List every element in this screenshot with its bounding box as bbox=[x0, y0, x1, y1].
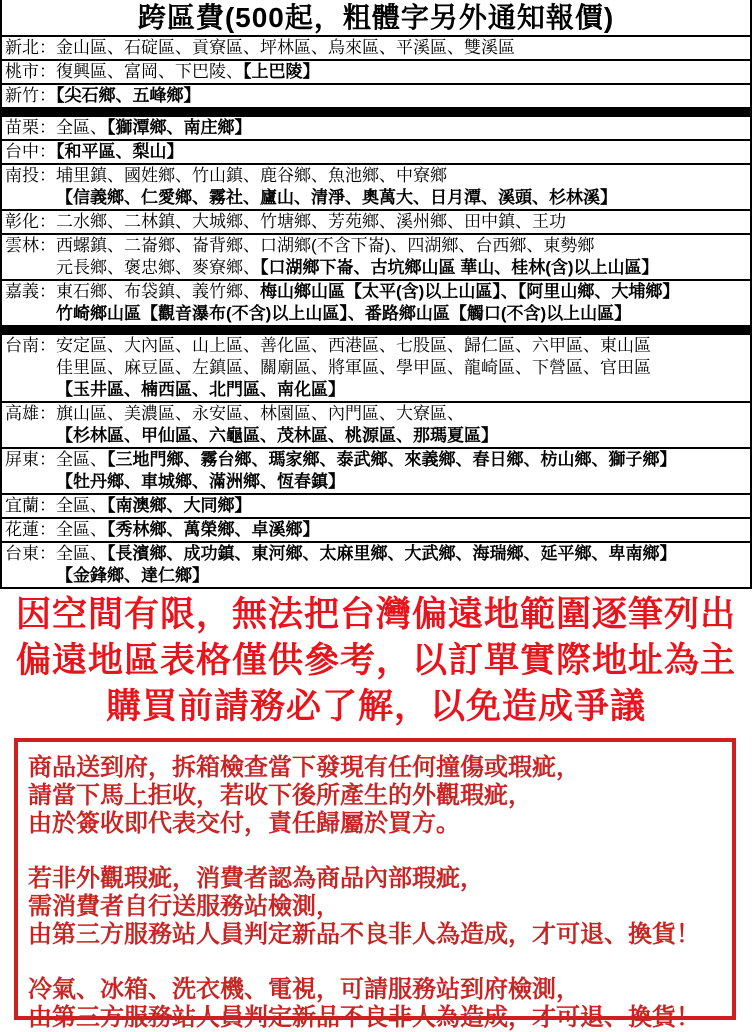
row-content bbox=[5, 85, 750, 107]
area-list: 西螺鎮、二崙鄉、崙背鄉、口湖鄉(不含下崙)、四湖鄉、台西鄉、東勢鄉 bbox=[56, 236, 595, 255]
row-content bbox=[5, 211, 750, 233]
table-row bbox=[2, 141, 750, 165]
row-content bbox=[5, 449, 750, 471]
row-label: 高雄： bbox=[5, 404, 56, 423]
row-content bbox=[5, 235, 750, 257]
warning-line: 由於簽收即代表交付，責任歸屬於買方。 bbox=[28, 810, 460, 837]
bold-area-list: 【南澳鄉、大同鄉】 bbox=[107, 496, 252, 515]
row-label: 台南： bbox=[5, 336, 56, 355]
bold-area-list: 【秀林鄉、萬榮鄉、卓溪鄉】 bbox=[107, 520, 320, 539]
row-content-continued bbox=[5, 379, 750, 401]
fee-table-body bbox=[2, 37, 750, 589]
row-content-continued bbox=[5, 257, 750, 279]
row-content bbox=[5, 519, 750, 541]
bold-area-list: 【和平區、梨山】 bbox=[56, 142, 184, 161]
table-row bbox=[2, 543, 750, 589]
row-content-continued bbox=[5, 565, 750, 587]
row-label: 花蓮： bbox=[5, 520, 56, 539]
area-list: 復興區、富岡、下巴陵、 bbox=[56, 62, 243, 81]
inspection-warning-box bbox=[14, 738, 736, 1031]
area-list: 二水鄉、二林鎮、大城鄉、竹塘鄉、芳苑鄉、溪州鄉、田中鎮、王功 bbox=[56, 212, 566, 231]
bold-area-list: 【口湖鄉下崙、古坑鄉山區 華山、桂林(含)以上山區】 bbox=[260, 258, 659, 277]
bold-area-list: 【信義鄉、仁愛鄉、霧社、廬山、清淨、奧萬大、日月潭、溪頭、杉林溪】 bbox=[56, 188, 617, 207]
bold-area-list: 【玉井區、楠西區、北門區、南化區】 bbox=[56, 380, 345, 399]
row-content-continued bbox=[5, 471, 750, 493]
row-label: 雲林： bbox=[5, 236, 56, 255]
row-content bbox=[5, 403, 750, 425]
warning-line: 商品送到府，拆箱檢查當下發現有任何撞傷或瑕疵， bbox=[28, 754, 580, 781]
row-label: 新竹： bbox=[5, 86, 56, 105]
row-content-continued bbox=[5, 303, 750, 325]
row-content bbox=[5, 495, 750, 517]
table-row bbox=[2, 61, 750, 85]
area-list: 全區、 bbox=[56, 544, 107, 563]
bold-area-list: 【上巴陵】 bbox=[243, 62, 320, 81]
table-row bbox=[2, 85, 750, 109]
area-list: 全區、 bbox=[56, 118, 107, 137]
warning-line: 由第三方服務站人員判定新品不良非人為造成，才可退、換貨！ bbox=[28, 1004, 700, 1031]
row-content bbox=[5, 165, 750, 187]
row-content bbox=[5, 37, 750, 59]
area-list: 安定區、大內區、山上區、善化區、西港區、七股區、歸仁區、六甲區、東山區 bbox=[56, 336, 651, 355]
warning-paragraph bbox=[28, 976, 724, 1032]
warning-line: 冷氣、冰箱、洗衣機、電視，可請服務站到府檢測， bbox=[28, 976, 580, 1003]
area-list: 全區、 bbox=[56, 496, 107, 515]
warning-line: 由第三方服務站人員判定新品不良非人為造成，才可退、換貨！ bbox=[28, 921, 700, 948]
warning-line: 請當下馬上拒收，若收下後所產生的外觀瑕疵， bbox=[28, 782, 532, 809]
table-row bbox=[2, 37, 750, 61]
row-label: 桃市： bbox=[5, 62, 56, 81]
bold-area-list: 【尖石鄉、五峰鄉】 bbox=[56, 86, 201, 105]
bold-area-list: 【杉林區、甲仙區、六龜區、茂林區、桃源區、那瑪夏區】 bbox=[56, 426, 498, 445]
table-row bbox=[2, 403, 750, 449]
area-list: 元長鄉、褒忠鄉、麥寮鄉、 bbox=[56, 258, 260, 277]
warning-line: 需消費者自行送服務站檢測， bbox=[28, 893, 340, 920]
row-label: 宜蘭： bbox=[5, 496, 56, 515]
table-row bbox=[2, 281, 750, 327]
divider-bar bbox=[0, 109, 752, 117]
row-content bbox=[5, 117, 750, 139]
notice-line: 偏遠地區表格僅供參考，以訂單實際地址為主 bbox=[15, 641, 736, 680]
row-label: 台東： bbox=[5, 544, 56, 563]
bold-area-list: 【三地門鄉、霧台鄉、瑪家鄉、泰武鄉、來義鄉、春日鄉、枋山鄉、獅子鄉】 bbox=[107, 450, 677, 469]
table-row bbox=[2, 519, 750, 543]
area-list: 埔里鎮、國姓鄉、竹山鎮、鹿谷鄉、魚池鄉、中寮鄉 bbox=[56, 166, 447, 185]
row-label: 新北： bbox=[5, 38, 56, 57]
area-list: 全區、 bbox=[56, 450, 107, 469]
table-row bbox=[2, 211, 750, 235]
remote-area-notice bbox=[0, 592, 752, 730]
row-label: 彰化： bbox=[5, 212, 56, 231]
table-row bbox=[2, 449, 750, 495]
table-row bbox=[2, 235, 750, 281]
bold-area-list: 【金鋒鄉、達仁鄉】 bbox=[56, 566, 209, 585]
warning-paragraph bbox=[28, 865, 724, 949]
page-title: 跨區費(500起，粗體字另外通知報價) bbox=[2, 0, 750, 37]
row-label: 南投： bbox=[5, 166, 56, 185]
row-label: 苗栗： bbox=[5, 118, 56, 137]
row-content bbox=[5, 61, 750, 83]
row-content bbox=[5, 141, 750, 163]
bold-area-list: 【獅潭鄉、南庄鄉】 bbox=[107, 118, 252, 137]
table-row bbox=[2, 335, 750, 403]
warning-paragraph bbox=[28, 754, 724, 838]
notice-line: 因空間有限，無法把台灣偏遠地範圍逐筆列出 bbox=[15, 595, 736, 634]
area-list: 金山區、石碇區、貢寮區、坪林區、烏來區、平溪區、雙溪區 bbox=[56, 38, 515, 57]
bold-area-list: 竹崎鄉山區【觀音瀑布(不含)以上山區】、番路鄉山區【觸口(不含)以上山區】 bbox=[56, 304, 632, 323]
bold-area-list: 梅山鄉山區【太平(含)以上山區】、【阿里山鄉、大埔鄉】 bbox=[260, 282, 680, 301]
area-list: 東石鄉、布袋鎮、義竹鄉、 bbox=[56, 282, 260, 301]
area-list: 佳里區、麻豆區、左鎮區、關廟區、將軍區、學甲區、龍崎區、下營區、官田區 bbox=[56, 358, 651, 377]
row-content bbox=[5, 335, 750, 357]
warning-line: 若非外觀瑕疵，消費者認為商品內部瑕疵， bbox=[28, 865, 484, 892]
divider-bar bbox=[0, 327, 752, 335]
row-content bbox=[5, 281, 750, 303]
row-content-continued bbox=[5, 187, 750, 209]
table-row bbox=[2, 165, 750, 211]
table-row bbox=[2, 495, 750, 519]
area-list: 旗山區、美濃區、永安區、林園區、內門區、大寮區、 bbox=[56, 404, 464, 423]
bold-area-list: 【長濱鄉、成功鎮、東河鄉、太麻里鄉、大武鄉、海瑞鄉、延平鄉、卑南鄉】 bbox=[107, 544, 677, 563]
row-label: 屏東： bbox=[5, 450, 56, 469]
row-content-continued bbox=[5, 357, 750, 379]
row-content-continued bbox=[5, 425, 750, 447]
notice-line: 購買前請務必了解，以免造成爭議 bbox=[105, 687, 646, 726]
bold-area-list: 【牡丹鄉、車城鄉、滿洲鄉、恆春鎮】 bbox=[56, 472, 345, 491]
area-list: 全區、 bbox=[56, 520, 107, 539]
row-label: 台中： bbox=[5, 142, 56, 161]
row-content bbox=[5, 543, 750, 565]
row-label: 嘉義： bbox=[5, 282, 56, 301]
table-row bbox=[2, 117, 750, 141]
